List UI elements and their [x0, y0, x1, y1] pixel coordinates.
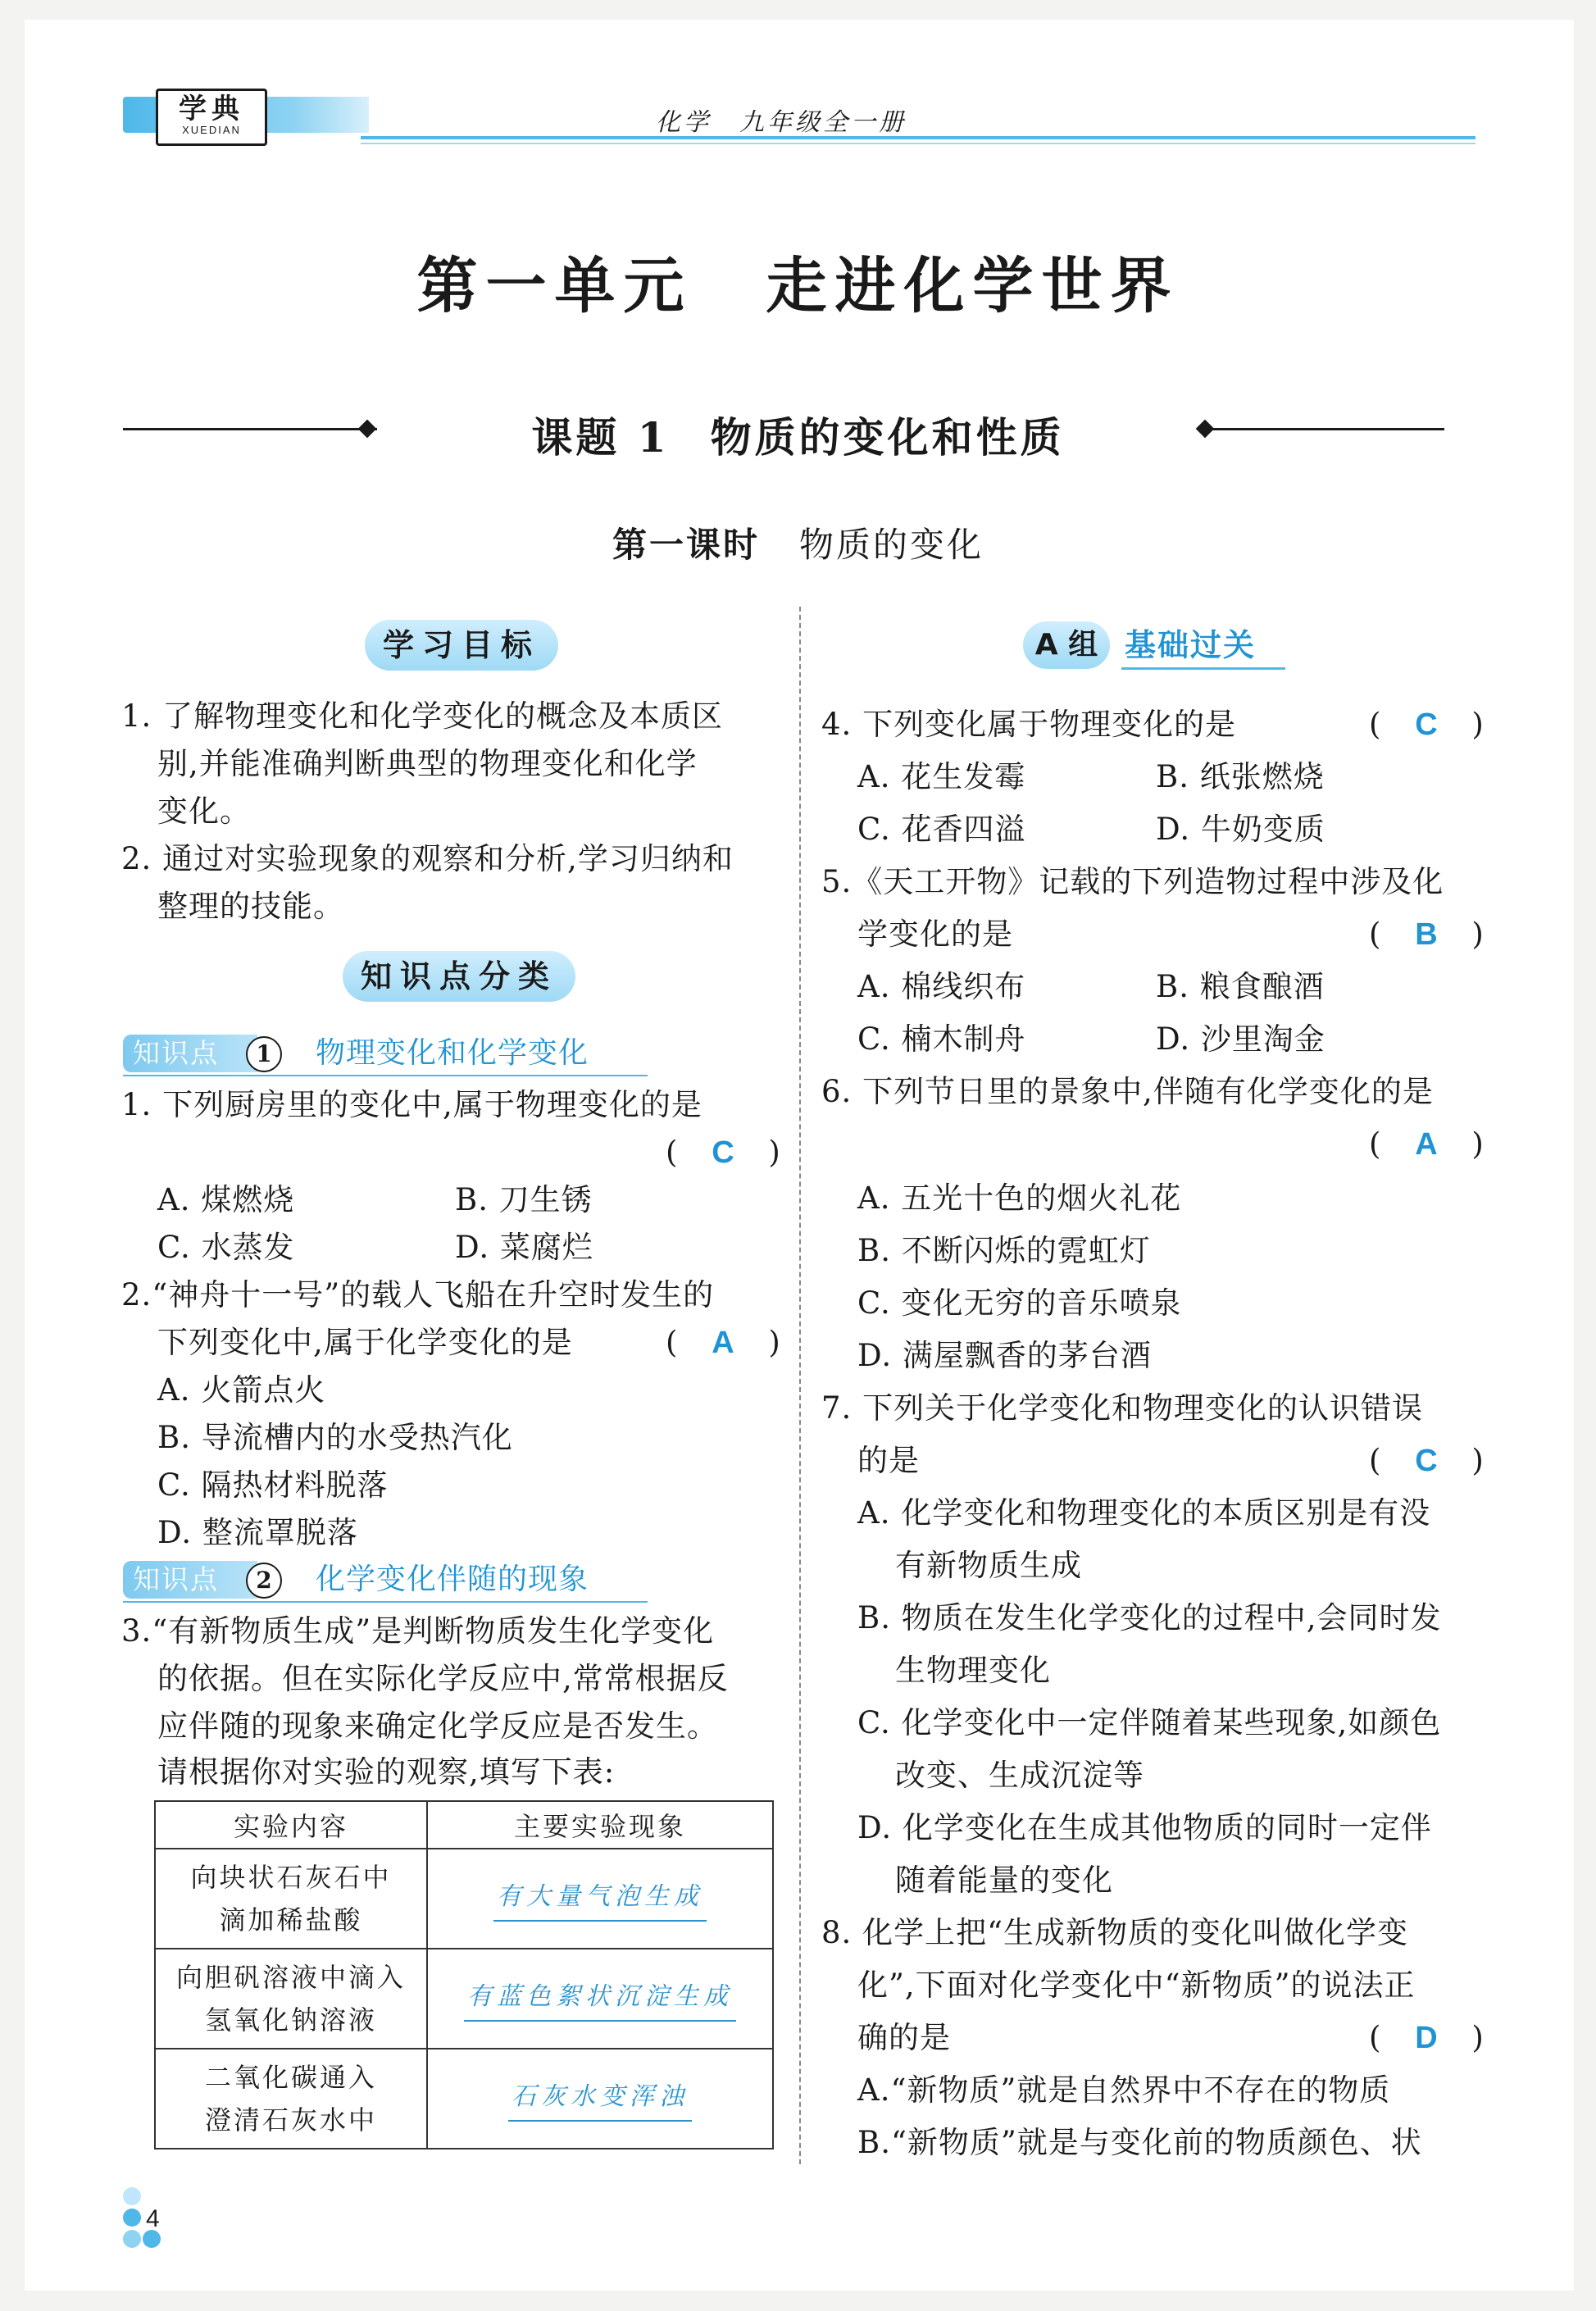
cell-line: 二氧化碳通入	[204, 2062, 377, 2093]
question-2-stem: 2.“神舟十一号”的载人飞船在升空时发生的	[121, 1277, 715, 1312]
option: C. 楠木制舟	[857, 1021, 1026, 1057]
option: B. 导流槽内的水受热汽化	[157, 1420, 513, 1455]
question-6-answer: ( A )	[1369, 1126, 1484, 1162]
option: A. 花生发霉	[857, 759, 1026, 794]
question-8-answer: ( D )	[1369, 2020, 1484, 2055]
option: A.“新物质”就是自然界中不存在的物质	[857, 2072, 1391, 2108]
question-5-answer: ( B )	[1369, 917, 1484, 952]
option: C. 化学变化中一定伴随着某些现象,如颜色	[857, 1705, 1442, 1740]
question-5-stem: 5.《天工开物》记载的下列造物过程中涉及化	[821, 864, 1444, 899]
kp-title: 化学变化伴随的现象	[316, 1563, 589, 1596]
question-3-line: 的依据。但在实际化学反应中,常常根据反	[157, 1661, 729, 1696]
option-cont: 生物理变化	[895, 1653, 1051, 1688]
answer-letter: B	[1415, 917, 1438, 952]
table-header-row	[155, 1801, 773, 1849]
option: C. 隔热材料脱落	[157, 1467, 389, 1503]
lesson-name: 物质的变化和性质	[710, 413, 1065, 462]
question-2-stem: 下列变化中,属于化学变化的是	[157, 1325, 573, 1360]
kp-underline	[123, 1075, 648, 1076]
option: A. 火箭点火	[157, 1372, 326, 1408]
kp-number: 1	[246, 1036, 282, 1072]
group-label: A 组	[1023, 621, 1110, 669]
question-8-stem: 8. 化学上把“生成新物质的变化叫做化学变	[821, 1915, 1408, 1950]
kp-title: 物理变化和化学变化	[316, 1036, 589, 1070]
option: B. 物质在发生化学变化的过程中,会同时发	[857, 1600, 1442, 1635]
table-header: 实验内容	[155, 1801, 427, 1849]
question-1-answer: ( C )	[666, 1135, 780, 1170]
cell-line: 向块状石灰石中	[190, 1862, 392, 1893]
book-title: 化学 九年级全一册	[656, 108, 907, 137]
question-3-line: 3.“有新物质生成”是判断物质发生化学变化	[121, 1613, 715, 1649]
answer-letter: C	[1415, 707, 1438, 742]
option: B.“新物质”就是与变化前的物质颜色、状	[857, 2125, 1422, 2160]
goals-heading: 学习目标	[365, 620, 558, 671]
goal-line: 变化。	[157, 794, 251, 829]
goal-line: 1. 了解物理变化和化学变化的概念及本质区	[121, 698, 724, 734]
table-cell-answer	[427, 1949, 773, 2049]
unit-label: 第一单元	[416, 251, 693, 321]
table-row	[155, 1849, 773, 1949]
option: D. 牛奶变质	[1156, 812, 1325, 847]
question-5-stem: 学变化的是	[857, 917, 1013, 952]
knowledge-point-2	[123, 1561, 656, 1602]
logo-text: 学典	[179, 93, 244, 125]
table-cell-answer	[427, 1849, 773, 1949]
logo-subtext: XUEDIAN	[182, 124, 241, 136]
option-cont: 有新物质生成	[895, 1548, 1082, 1583]
option: D. 满屋飘香的茅台酒	[857, 1338, 1152, 1373]
cell-line: 澄清石灰水中	[204, 2104, 377, 2136]
decor-dot-icon	[123, 2209, 141, 2227]
option: A. 煤燃烧	[157, 1182, 295, 1217]
cell-line: 向胆矾溶液中滴入	[175, 1962, 406, 1993]
handwritten-answer: 有蓝色絮状沉淀生成	[464, 1976, 736, 2022]
answer-letter: C	[712, 1135, 734, 1170]
kp-section-heading: 知识点分类	[343, 951, 575, 1002]
question-1-stem: 1. 下列厨房里的变化中,属于物理变化的是	[121, 1087, 703, 1122]
question-2-answer: ( A )	[666, 1325, 780, 1360]
question-8-stem: 确的是	[857, 2020, 951, 2055]
header-rule-thin	[361, 143, 1476, 144]
option: B. 刀生锈	[455, 1182, 593, 1217]
option: D. 化学变化在生成其他物质的同时一定伴	[857, 1810, 1432, 1845]
unit-name: 走进化学世界	[766, 251, 1180, 321]
group-title: 基础过关	[1125, 627, 1257, 663]
group-heading	[1023, 621, 1367, 669]
group-underline	[1121, 667, 1285, 670]
table-row	[155, 1949, 773, 2049]
decor-dot-icon	[123, 2230, 141, 2248]
question-8-stem: 化”,下面对化学变化中“新物质”的说法正	[857, 1968, 1416, 2003]
cell-line: 滴加稀盐酸	[219, 1904, 363, 1936]
title-rule-right	[1205, 428, 1444, 430]
cell-line: 氢氧化钠溶液	[204, 2004, 377, 2036]
table-cell-answer	[427, 2049, 773, 2149]
option: D. 菜腐烂	[455, 1230, 593, 1265]
table-row	[155, 2049, 773, 2149]
option: C. 水蒸发	[157, 1230, 295, 1265]
answer-letter: A	[1415, 1127, 1438, 1162]
knowledge-point-1	[123, 1035, 656, 1076]
question-7-answer: ( C )	[1369, 1443, 1484, 1478]
question-7-stem: 7. 下列关于化学变化和物理变化的认识错误	[821, 1390, 1424, 1426]
question-4-stem: 4. 下列变化属于物理变化的是	[821, 707, 1237, 742]
option: B. 纸张燃烧	[1156, 759, 1325, 794]
option: B. 不断闪烁的霓虹灯	[857, 1233, 1151, 1268]
handwritten-answer: 石灰水变浑浊	[508, 2076, 692, 2122]
table-header: 主要实验现象	[427, 1801, 773, 1849]
lesson-label: 课题 1	[531, 413, 670, 462]
question-4-answer: ( C )	[1369, 707, 1484, 742]
header-rule	[361, 136, 1476, 139]
lesson-title	[0, 405, 1596, 464]
table-cell-content	[155, 1849, 427, 1949]
kp-underline	[123, 1601, 648, 1603]
option: A. 五光十色的烟火礼花	[857, 1181, 1182, 1216]
page-number: 4	[146, 2205, 160, 2232]
question-3-line: 应伴随的现象来确定化学反应是否发生。	[157, 1708, 718, 1744]
goal-line: 别,并能准确判断典型的物理变化和化学	[157, 746, 698, 781]
option: D. 沙里淘金	[1156, 1021, 1325, 1057]
option-cont: 改变、生成沉淀等	[895, 1758, 1144, 1793]
answer-letter: A	[712, 1326, 734, 1360]
column-divider	[799, 607, 801, 2164]
goal-line: 整理的技能。	[157, 889, 344, 924]
option: A. 化学变化和物理变化的本质区别是有没	[857, 1495, 1431, 1531]
option: B. 粮食酿酒	[1156, 969, 1325, 1004]
period-label: 第一课时	[612, 525, 760, 565]
option-cont: 随着能量的变化	[895, 1863, 1113, 1898]
answer-letter: D	[1415, 2021, 1438, 2055]
option: D. 整流罩脱落	[157, 1515, 358, 1550]
decor-dot-icon	[123, 2187, 141, 2205]
handwritten-answer: 有大量气泡生成	[493, 1876, 707, 1922]
goal-line: 2. 通过对实验现象的观察和分析,学习归纳和	[121, 841, 734, 876]
option: C. 花香四溢	[857, 812, 1026, 847]
table-cell-content	[155, 2049, 427, 2149]
unit-title	[0, 238, 1596, 325]
option: A. 棉线织布	[857, 969, 1026, 1004]
experiment-table	[154, 1800, 774, 2150]
kp-tag: 知识点	[123, 1035, 257, 1072]
question-7-stem: 的是	[857, 1443, 920, 1478]
period-title	[0, 518, 1596, 567]
kp-number: 2	[246, 1563, 282, 1599]
period-name: 物质的变化	[799, 525, 984, 565]
kp-tag: 知识点	[123, 1561, 257, 1599]
option: C. 变化无穷的音乐喷泉	[857, 1285, 1182, 1321]
question-3-line: 请根据你对实验的观察,填写下表:	[157, 1754, 616, 1790]
answer-letter: C	[1415, 1444, 1438, 1478]
question-6-stem: 6. 下列节日里的景象中,伴随有化学变化的是	[821, 1074, 1434, 1109]
logo	[156, 89, 267, 146]
table-cell-content	[155, 1949, 427, 2049]
